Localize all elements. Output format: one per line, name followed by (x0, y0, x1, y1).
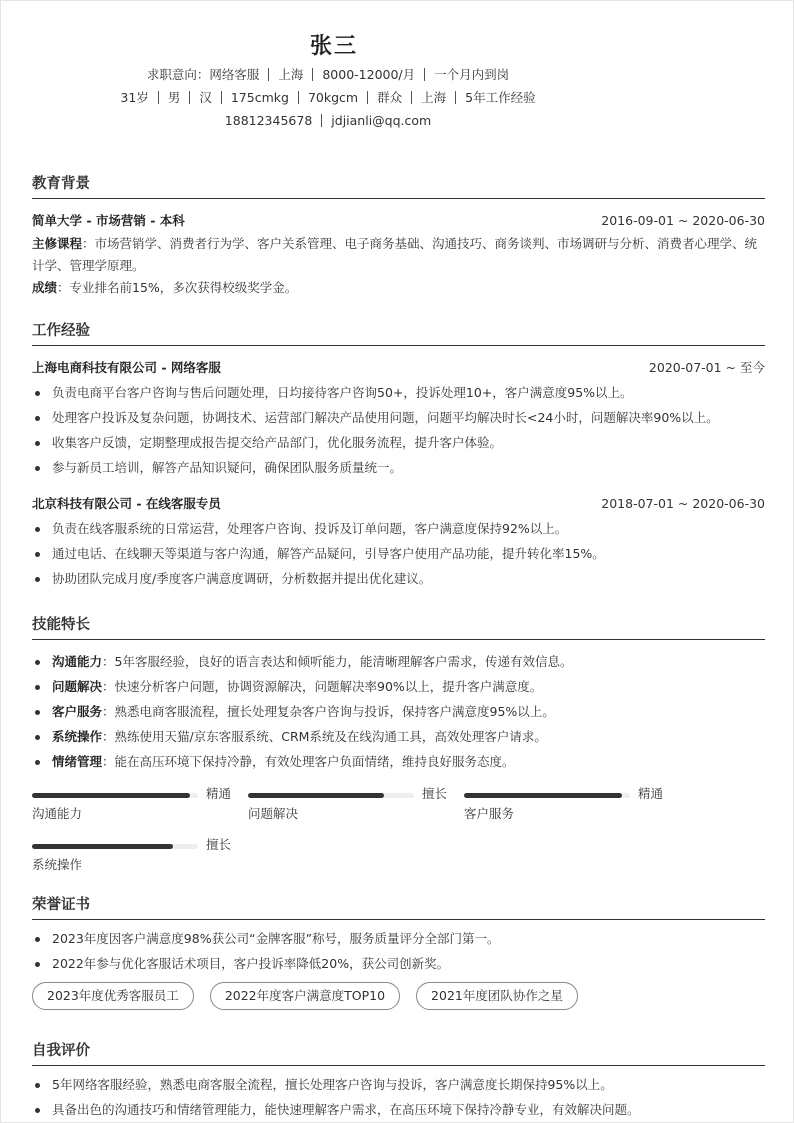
list-item: 负责电商平台客户咨询与售后问题处理，日均接待客户咨询50+，投诉处理10+，客户满意度95%以上。 (32, 380, 765, 405)
divider (367, 91, 368, 104)
job-intent: 求职意向：网络客服 (146, 67, 260, 82)
skill-track (32, 793, 198, 798)
skill-bar (248, 784, 448, 828)
phone: 18812345678 (224, 113, 313, 128)
list-item: 沟通能力：5年客服经验，良好的语言表达和倾听能力，能清晰理解客户需求，传递有效信息。 (32, 649, 765, 674)
section-title: 技能特长 (32, 612, 765, 640)
skill-fill (32, 793, 190, 798)
job-header (32, 491, 765, 516)
honor-bullets (32, 926, 765, 976)
list-item: 参与新员工培训，解答产品知识疑问，确保团队服务质量统一。 (32, 455, 765, 480)
divider (455, 91, 456, 104)
grades-label: 成绩 (32, 280, 58, 295)
divider (312, 68, 313, 81)
job-bullets (32, 380, 765, 480)
resume-header (1, 31, 794, 132)
grades: 成绩：专业排名前15%，多次获得校级奖学金。 (32, 280, 298, 295)
list-item: 客户服务：熟悉电商客服流程，擅长处理复杂客户咨询与投诉，保持客户满意度95%以上。 (32, 699, 765, 724)
political-status: 群众 (377, 90, 403, 105)
salary: 8000-12000/月 (322, 67, 416, 82)
divider (268, 68, 269, 81)
skill-name: 问题解决 (248, 806, 299, 821)
self-evaluation-section (32, 1038, 765, 1122)
skill-fill (248, 793, 384, 798)
list-item: 通过电话、在线聊天等渠道与客户沟通，解答产品疑问，引导客户使用产品功能，提升转化率15%。 (32, 541, 765, 566)
list-item: 2023年度因客户满意度98%获公司“金牌客服”称号，服务质量评分全部门第一。 (32, 926, 765, 951)
skill-bar (32, 835, 232, 879)
availability: 一个月内到岗 (434, 67, 510, 82)
skill-name: 系统操作 (32, 857, 83, 872)
intent-city: 上海 (278, 67, 304, 82)
work-section (32, 318, 765, 591)
honor-tags (32, 982, 765, 1010)
courses: 主修课程：市场营销学、消费者行为学、客户关系管理、电子商务基础、沟通技巧、商务谈判、市场调研与分析、消费者心理学、统计学、管理学原理。 (32, 236, 758, 273)
skill-track (248, 793, 414, 798)
honor-tag: 2023年度优秀客服员工 (32, 982, 194, 1010)
courses-label: 主修课程 (32, 236, 83, 251)
section-title: 荣誉证书 (32, 892, 765, 920)
education-section (32, 171, 765, 299)
list-item: 具备出色的沟通技巧和情绪管理能力，能快速理解客户需求，在高压环境下保持冷静专业，有效解决问题。 (32, 1097, 765, 1122)
skill-track (464, 793, 630, 798)
section-title: 工作经验 (32, 318, 765, 346)
personal-info-line (0, 86, 725, 109)
school-major-degree: 简单大学 - 市场营销 - 本科 (32, 213, 185, 228)
divider (411, 91, 412, 104)
skill-track (32, 844, 198, 849)
job-bullets (32, 516, 765, 591)
list-item: 5年网络客服经验，熟悉电商客服全流程，擅长处理客户咨询与投诉，客户满意度长期保持95%以上。 (32, 1072, 765, 1097)
list-item: 收集客户反馈，定期整理成报告提交给产品部门，优化服务流程，提升客户体验。 (32, 430, 765, 455)
list-item: 情绪管理：能在高压环境下保持冷静，有效处理客户负面情绪，维持良好服务态度。 (32, 749, 765, 774)
job-date: 2020-07-01 ~ 至今 (648, 360, 765, 375)
email: jdjianli@qq.com (331, 113, 432, 128)
skill-bar (464, 784, 664, 828)
education-date: 2016-09-01 ~ 2020-06-30 (601, 213, 765, 228)
skill-fill (32, 844, 173, 849)
skill-name: 沟通能力 (32, 806, 83, 821)
job-header (32, 355, 765, 380)
divider (424, 68, 425, 81)
skill-bullets (32, 649, 765, 774)
divider (158, 91, 159, 104)
ethnicity: 汉 (199, 90, 212, 105)
honor-tag: 2022年度客户满意度TOP10 (210, 982, 400, 1010)
honor-tag: 2021年度团队协作之星 (416, 982, 578, 1010)
contact-line (0, 109, 725, 132)
list-item: 负责在线客服系统的日常运营，处理客户咨询、投诉及订单问题，客户满意度保持92%以上。 (32, 516, 765, 541)
list-item: 协助团队完成月度/季度客户满意度调研，分析数据并提出优化建议。 (32, 566, 765, 591)
list-item: 问题解决：快速分析客户问题，协调资源解决，问题解决率90%以上，提升客户满意度。 (32, 674, 765, 699)
divider (321, 114, 322, 127)
height: 175cmkg (230, 90, 289, 105)
skill-level: 擅长 (422, 786, 448, 801)
age: 31岁 (120, 90, 149, 105)
honors-section (32, 892, 765, 1010)
skill-fill (464, 793, 622, 798)
job-intent-line (0, 63, 725, 86)
job-title: 上海电商科技有限公司 - 网络客服 (32, 360, 221, 375)
gender: 男 (167, 90, 181, 105)
residence: 上海 (421, 90, 447, 105)
divider (298, 91, 299, 104)
skill-name: 客户服务 (464, 806, 515, 821)
skills-section (32, 612, 765, 884)
education-entry-header (32, 208, 765, 233)
skill-bar (32, 784, 232, 828)
skill-level: 精通 (638, 786, 664, 801)
skill-level: 精通 (206, 786, 232, 801)
candidate-name: 张三 (309, 34, 358, 59)
weight: 70kgcm (307, 90, 359, 105)
job-date: 2018-07-01 ~ 2020-06-30 (601, 496, 765, 511)
list-item: 系统操作：熟练使用天猫/京东客服系统、CRM系统及在线沟通工具，高效处理客户请求。 (32, 724, 765, 749)
section-title: 自我评价 (32, 1038, 765, 1066)
experience-years: 5年工作经验 (465, 90, 536, 105)
list-item: 处理客户投诉及复杂问题，协调技术、运营部门解决产品使用问题，问题平均解决时长<24小时，问题解决率90%以上。 (32, 405, 765, 430)
divider (189, 91, 190, 104)
section-title: 教育背景 (32, 171, 765, 199)
self-eval-bullets (32, 1072, 765, 1122)
skill-level: 擅长 (206, 837, 232, 852)
list-item: 2022年参与优化客服话术项目，客户投诉率降低20%，获公司创新奖。 (32, 951, 765, 976)
skill-bars (32, 784, 765, 884)
job-title: 北京科技有限公司 - 在线客服专员 (32, 496, 221, 511)
divider (221, 91, 222, 104)
